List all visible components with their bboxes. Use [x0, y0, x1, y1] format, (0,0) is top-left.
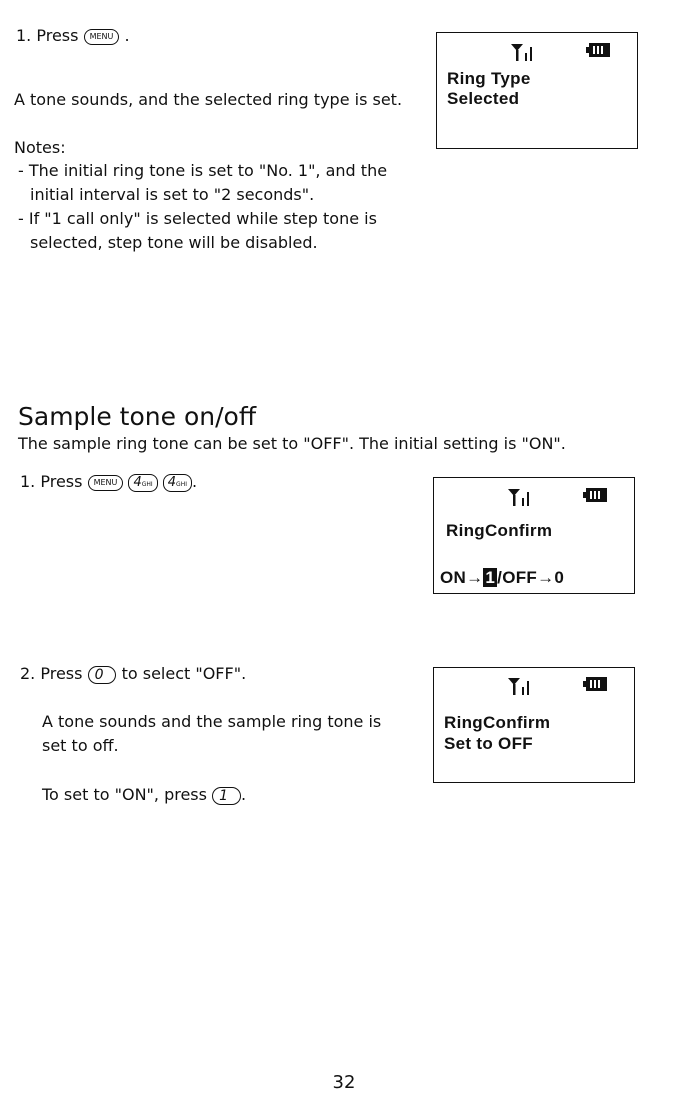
set-on-instruction: To set to "ON", press 1 .: [42, 785, 247, 804]
signal-icon: [506, 676, 536, 696]
lcd-options-line: ON→ 1 /OFF→0: [440, 568, 565, 587]
key-4-icon: 4GHI: [128, 474, 157, 492]
selection-cursor: 1: [485, 568, 496, 587]
lcd-ring-confirm-set-off: [433, 667, 635, 783]
step2-result-line-1: A tone sounds and the sample ring tone is: [42, 712, 382, 731]
lcd-line-1: RingConfirm: [446, 521, 553, 540]
step1-instruction-2: 1. Press MENU 4GHI 4GHI .: [20, 472, 198, 491]
step1-instruction: 1. Press MENU .: [16, 26, 130, 45]
result-text: A tone sounds, and the selected ring type is set.: [14, 90, 403, 109]
note-1-line-2: initial interval is set to "2 seconds".: [30, 185, 315, 204]
signal-icon: [509, 42, 539, 62]
key-0-icon: 0: [88, 666, 117, 684]
menu-key-icon: MENU: [84, 29, 120, 45]
section-intro: The sample ring tone can be set to "OFF". The initial setting is "ON".: [18, 434, 566, 453]
section-title: Sample tone on/off: [18, 402, 257, 431]
lcd-line-1: Ring Type: [447, 69, 531, 88]
battery-icon: [585, 42, 611, 58]
lcd-line-2: Set to OFF: [444, 734, 533, 753]
battery-icon: [582, 676, 608, 692]
note-2-line-1: - If "1 call only" is selected while step tone is: [18, 209, 377, 228]
lcd-ring-type-selected: [436, 32, 638, 149]
page-number: 32: [332, 1072, 356, 1093]
key-4-icon: 4GHI: [163, 474, 192, 492]
lcd-line-1: RingConfirm: [444, 713, 551, 732]
key-1-icon: 1: [212, 787, 241, 805]
lcd-line-2: Selected: [447, 89, 520, 108]
menu-key-icon: MENU: [88, 475, 124, 491]
note-2-line-2: selected, step tone will be disabled.: [30, 233, 318, 252]
battery-icon: [582, 487, 608, 503]
step2-result-line-2: set to off.: [42, 736, 119, 755]
notes-heading: Notes:: [14, 138, 66, 157]
note-1-line-1: - The initial ring tone is set to "No. 1", and the: [18, 161, 388, 180]
lcd-ring-confirm-options: [433, 477, 635, 594]
signal-icon: [506, 487, 536, 507]
step2-instruction: 2. Press 0 to select "OFF".: [20, 664, 247, 683]
